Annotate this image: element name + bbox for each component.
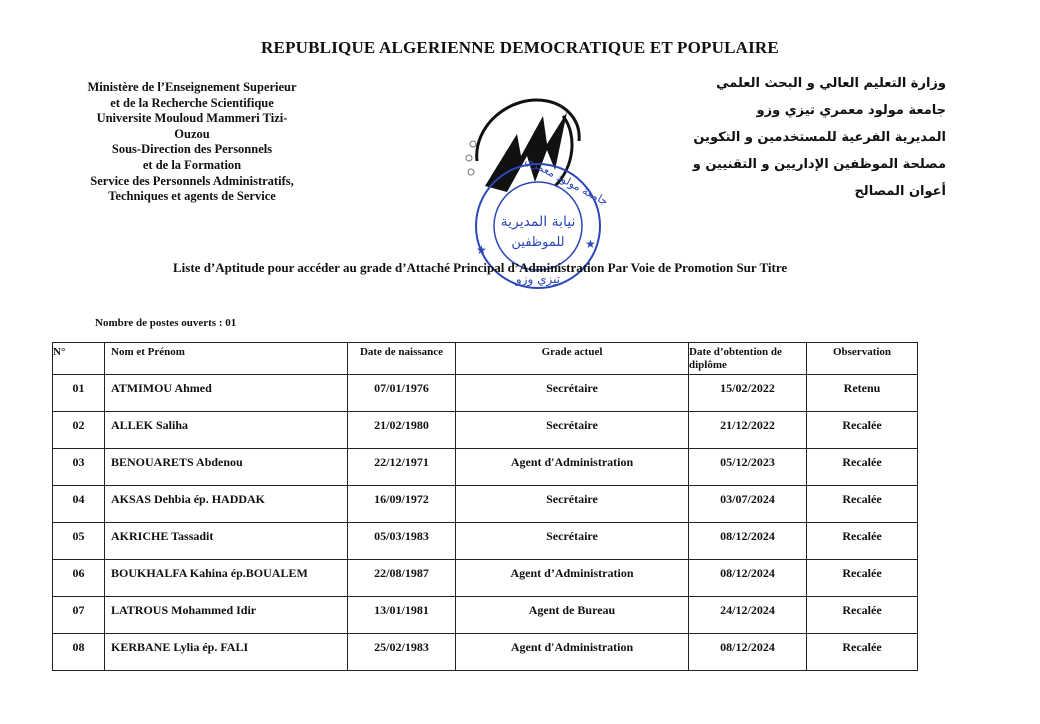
row-name: AKRICHE Tassadit xyxy=(105,523,348,560)
row-name: BENOUARETS Abdenou xyxy=(105,449,348,486)
row-diploma-date: 08/12/2024 xyxy=(689,523,807,560)
row-diploma-date: 08/12/2024 xyxy=(689,560,807,597)
institution-header-fr xyxy=(72,80,312,205)
institution-line: Service des Personnels Administratifs, xyxy=(90,173,294,188)
table-row xyxy=(53,560,918,597)
row-diploma-date: 08/12/2024 xyxy=(689,634,807,671)
institution-line-ar: وزارة التعليم العالي و البحث العلمي xyxy=(716,76,946,91)
row-diploma-date: 21/12/2022 xyxy=(689,412,807,449)
open-positions-count: Nombre de postes ouverts : 01 xyxy=(95,317,237,329)
stamp-inner-line1: نيابة المديرية xyxy=(500,214,576,230)
row-observation: Retenu xyxy=(807,375,918,412)
row-birth-date: 07/01/1976 xyxy=(348,375,456,412)
row-observation: Recalée xyxy=(807,634,918,671)
document-title: Liste d’Aptitude pour accéder au grade d’Attaché Principal d’Administration Par Voie de Promotion Sur Titre xyxy=(173,260,788,275)
row-birth-date: 25/02/1983 xyxy=(348,634,456,671)
row-observation: Recalée xyxy=(807,523,918,560)
row-num: 05 xyxy=(53,523,105,560)
row-diploma-date: 24/12/2024 xyxy=(689,597,807,634)
institution-line: Techniques et agents de Service xyxy=(108,189,276,204)
row-name: LATROUS Mohammed Idir xyxy=(105,597,348,634)
row-diploma-date: 15/02/2022 xyxy=(689,375,807,412)
institution-line-ar: أعوان المصالح xyxy=(854,184,946,199)
row-num: 03 xyxy=(53,449,105,486)
aptitude-table xyxy=(52,342,918,671)
table-header-row xyxy=(53,343,918,375)
row-name: ATMIMOU Ahmed xyxy=(105,375,348,412)
table-row xyxy=(53,449,918,486)
table-row xyxy=(53,523,918,560)
row-grade: Agent d’Administration xyxy=(456,560,689,597)
table-row xyxy=(53,375,918,412)
row-birth-date: 16/09/1972 xyxy=(348,486,456,523)
institution-header-ar xyxy=(692,70,946,205)
row-num: 06 xyxy=(53,560,105,597)
row-num: 02 xyxy=(53,412,105,449)
row-grade: Secrétaire xyxy=(456,375,689,412)
row-num: 08 xyxy=(53,634,105,671)
row-birth-date: 13/01/1981 xyxy=(348,597,456,634)
row-num: 07 xyxy=(53,597,105,634)
stamp-bottom-text: تيزي وزو xyxy=(515,272,561,286)
row-name: AKSAS Dehbia ép. HADDAK xyxy=(105,486,348,523)
header-grade: Grade actuel xyxy=(456,343,689,375)
institution-line: Universite Mouloud Mammeri Tizi- xyxy=(96,111,288,126)
row-observation: Recalée xyxy=(807,486,918,523)
row-birth-date: 21/02/1980 xyxy=(348,412,456,449)
row-observation: Recalée xyxy=(807,412,918,449)
row-observation: Recalée xyxy=(807,597,918,634)
row-diploma-date: 03/07/2024 xyxy=(689,486,807,523)
row-birth-date: 05/03/1983 xyxy=(348,523,456,560)
row-observation: Recalée xyxy=(807,560,918,597)
stamp-inner-line2: للموظفين xyxy=(511,235,565,250)
row-name: KERBANE Lylia ép. FALI xyxy=(105,634,348,671)
row-name: BOUKHALFA Kahina ép.BOUALEM xyxy=(105,560,348,597)
star-icon: ★ xyxy=(585,237,596,251)
institution-line: Sous-Direction des Personnels xyxy=(111,142,273,157)
header-name: Nom et Prénom xyxy=(105,343,348,375)
institution-line: Ouzou xyxy=(174,126,210,141)
row-grade: Agent d'Administration xyxy=(456,634,689,671)
table-row xyxy=(53,486,918,523)
institution-line: et de la Recherche Scientifique xyxy=(110,95,274,110)
table-row xyxy=(53,597,918,634)
row-grade: Agent d'Administration xyxy=(456,449,689,486)
institution-line-ar: المديرية الفرعية للمستخدمين و التكوين xyxy=(693,130,946,145)
row-name: ALLEK Saliha xyxy=(105,412,348,449)
row-diploma-date: 05/12/2023 xyxy=(689,449,807,486)
header-birth-date: Date de naissance xyxy=(348,343,456,375)
row-num: 04 xyxy=(53,486,105,523)
row-observation: Recalée xyxy=(807,449,918,486)
institution-line-ar: مصلحة الموظفين الإداريين و التقنيين و xyxy=(692,157,946,172)
row-birth-date: 22/12/1971 xyxy=(348,449,456,486)
row-grade: Secrétaire xyxy=(456,412,689,449)
institution-line: et de la Formation xyxy=(142,157,242,172)
institution-line-ar: جامعة مولود معمري تيزي وزو xyxy=(756,103,946,118)
header-diploma-date: Date d’obtention de diplôme xyxy=(689,343,807,375)
row-grade: Secrétaire xyxy=(456,523,689,560)
row-birth-date: 22/08/1987 xyxy=(348,560,456,597)
stamp-ring-text: جامعة مولود معمري xyxy=(522,153,611,209)
row-grade: Secrétaire xyxy=(456,486,689,523)
republic-heading: REPUBLIQUE ALGERIENNE DEMOCRATIQUE ET POPULAIRE xyxy=(261,38,779,57)
header-num: N° xyxy=(53,343,105,375)
row-num: 01 xyxy=(53,375,105,412)
header-observation: Observation xyxy=(807,343,918,375)
institution-line: Ministère de l’Enseignement Superieur xyxy=(87,80,297,94)
table-row xyxy=(53,634,918,671)
table-row xyxy=(53,412,918,449)
star-icon: ★ xyxy=(476,243,487,257)
row-grade: Agent de Bureau xyxy=(456,597,689,634)
